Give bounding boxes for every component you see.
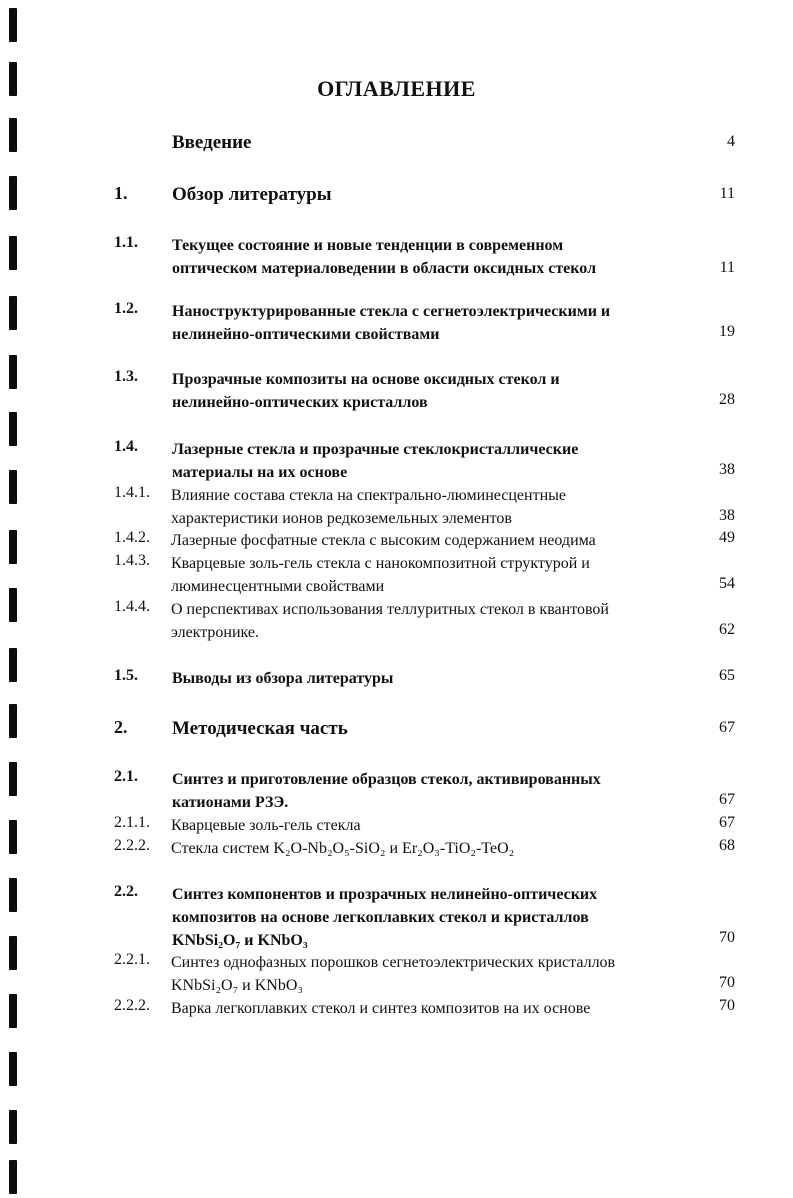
toc-entry-title: Обзор литературы [172,184,332,205]
toc-entry-page: 65 [719,667,735,684]
binding-mark [9,176,17,210]
toc-entry-number: 2.2. [114,883,138,900]
toc-entry-title-line: Выводы из обзора литературы [172,670,394,687]
toc-entry-number: 1.4. [114,438,138,455]
binding-mark [9,1160,17,1194]
toc-entry-page: 68 [719,837,735,854]
toc-entry-title-line: нелинейно-оптических кристаллов [172,394,428,411]
toc-entry-page: 11 [719,185,735,202]
toc-entry-title-line: KNbSi₂O₇ и KNbO₃ [171,977,303,994]
toc-entry-title-line: Наноструктурированные стекла с сегнетоэлектрическими и [172,303,611,320]
toc-entry-page: 67 [719,791,735,808]
toc-entry-number: 1.5. [114,667,138,684]
toc-entry-title-line: люминесцентными свойствами [171,578,385,595]
toc-entry-page: 38 [719,507,735,524]
binding-mark [9,470,17,504]
toc-entry-number: 1.4.4. [114,598,150,615]
toc-entry-number: 2.2.2. [114,837,150,854]
toc-entry-title-line: Лазерные стекла и прозрачные стеклокристаллические [172,441,579,458]
binding-mark [9,820,17,854]
toc-entry-number: 1. [114,183,128,203]
toc-entry-page: 70 [719,997,735,1014]
binding-mark [9,704,17,738]
toc-entry-page: 19 [719,323,735,340]
toc-entry-title-line: О перспективах использования теллуритных стекол в квантовой [171,601,609,618]
binding-mark [9,355,17,389]
toc-entry-title-line: Текущее состояние и новые тенденции в современном [172,237,564,254]
toc-entry-number: 1.2. [114,300,138,317]
toc-entry-title-line: характеристики ионов редкоземельных элементов [171,510,512,527]
toc-entry-title-line: электронике. [171,624,260,641]
binding-mark [9,8,17,42]
binding-mark [9,762,17,796]
toc-entry-number: 1.4.3. [114,552,150,569]
toc-entry-number: 1.4.2. [114,529,150,546]
toc-entry-title-line: Синтез и приготовление образцов стекол, активированных [172,771,601,788]
binding-mark [9,648,17,682]
toc-entry-title-line: KNbSi₂O₇ и KNbO₃ [172,932,308,949]
binding-marks [9,0,19,1198]
toc-entry-title-line: оптическом материаловедении в области оксидных стекол [172,260,597,277]
binding-mark [9,936,17,970]
binding-mark [9,588,17,622]
toc-entry-title: Введение [172,132,252,153]
binding-mark [9,296,17,330]
toc-entry-title-line: композитов на основе легкоплавких стекол и кристаллов [172,909,589,926]
toc-entry-page: 38 [719,461,735,478]
toc-entry-page: 67 [719,719,735,736]
binding-mark [9,412,17,446]
toc-entry-title-line: Влияние состава стекла на спектрально-люминесцентные [171,487,566,504]
toc-entry-page: 54 [719,575,735,592]
binding-mark [9,878,17,912]
toc-entry-title-line: Лазерные фосфатные стекла с высоким содержанием неодима [171,532,596,549]
toc-entry-title-line: Стекла систем K₂O-Nb₂O₅-SiO₂ и Er₂O₃-TiO₂-TeO₂ [171,840,515,857]
binding-mark [9,236,17,270]
toc-entry-title-line: Синтез компонентов и прозрачных нелинейно-оптических [172,886,598,903]
toc-entry-title-line: Синтез однофазных порошков сегнетоэлектрических кристаллов [171,954,616,971]
toc-entry-title-line: нелинейно-оптическими свойствами [172,326,440,343]
toc-entry-page: 70 [719,929,735,946]
binding-mark [9,530,17,564]
toc-entry-number: 2.1.1. [114,814,150,831]
toc-entry-page: 28 [719,391,735,408]
toc-entry-number: 2.1. [114,768,138,785]
toc-entry-number: 1.3. [114,368,138,385]
toc-entry-title-line: катионами РЗЭ. [172,794,289,811]
binding-mark [9,994,17,1028]
toc-entry-title-line: Кварцевые золь-гель стекла с нанокомпозитной структурой и [171,555,590,572]
toc-entry-title-line: Прозрачные композиты на основе оксидных стекол и [172,371,560,388]
toc-entry-page: 62 [719,621,735,638]
toc-entry-title-line: Кварцевые золь-гель стекла [171,817,361,834]
binding-mark [9,1052,17,1086]
binding-mark [9,118,17,152]
toc-entry-page: 11 [719,259,735,276]
page-title: ОГЛАВЛЕНИЕ [317,76,476,101]
toc-entry-number: 2.2.1. [114,951,150,968]
binding-mark [9,1110,17,1144]
toc-entry-number: 1.1. [114,234,138,251]
toc-entry-number: 2.2.2. [114,997,150,1014]
toc-entry-title-line: Варка легкоплавких стекол и синтез композитов на их основе [171,1000,591,1017]
toc-entry-title: Методическая часть [172,718,348,739]
toc-entry-page: 70 [719,974,735,991]
toc-entry-number: 2. [114,717,128,737]
toc-entry-page: 67 [719,814,735,831]
toc-entry-number: 1.4.1. [114,484,150,501]
toc-entry-title-line: материалы на их основе [172,464,348,481]
toc-entry-page: 49 [719,529,735,546]
toc-entry-page: 4 [727,133,735,150]
